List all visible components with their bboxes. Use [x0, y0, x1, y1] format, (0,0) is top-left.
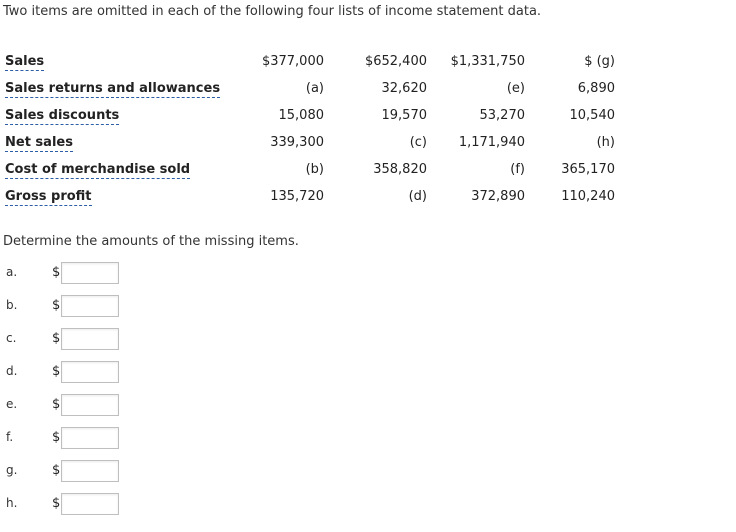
table-cell: 110,240: [561, 189, 615, 204]
answer-letter: h.: [6, 496, 18, 510]
answer-letter: g.: [6, 463, 18, 477]
row-label: [0, 48, 225, 75]
glossary-term-sales[interactable]: Sales: [5, 54, 45, 69]
glossary-term-cost-of-merchandise-sold[interactable]: Cost of merchandise sold: [5, 162, 191, 177]
dollar-sign: $: [52, 430, 61, 445]
table-cell: (h): [596, 135, 615, 150]
answer-row-h: [0, 493, 200, 517]
table-row: [0, 129, 615, 156]
table-cell: 19,570: [381, 108, 427, 123]
table-cell: 15,080: [278, 108, 324, 123]
dollar-sign: $: [52, 463, 61, 478]
answer-letter: b.: [6, 298, 18, 312]
answer-input-h[interactable]: [61, 493, 119, 515]
question-prompt: Determine the amounts of the missing items.: [3, 234, 299, 249]
table-row: [0, 48, 615, 75]
dollar-sign: $: [52, 331, 61, 346]
income-statement-table: [0, 48, 615, 210]
answer-input-e[interactable]: [61, 394, 119, 416]
glossary-term-sales-returns[interactable]: Sales returns and allowances: [5, 81, 221, 96]
answer-letter: f.: [6, 430, 14, 444]
table-cell: (f): [510, 162, 525, 177]
table-cell: 10,540: [569, 108, 615, 123]
answer-letter: e.: [6, 397, 18, 411]
table-cell: 32,620: [381, 81, 427, 96]
answer-row-g: [0, 460, 200, 484]
dollar-sign: $: [52, 265, 61, 280]
row-label: [0, 129, 225, 156]
dollar-sign: $: [52, 298, 61, 313]
answer-letter: a.: [6, 265, 18, 279]
table-cell: 1,171,940: [458, 135, 525, 150]
answer-input-a[interactable]: [61, 262, 119, 284]
row-label: [0, 156, 225, 183]
answer-row-d: [0, 361, 200, 385]
answer-row-a: [0, 262, 200, 286]
table-cell: (b): [305, 162, 324, 177]
answer-letter: c.: [6, 331, 17, 345]
dollar-sign: $: [52, 397, 61, 412]
row-label: [0, 183, 225, 210]
glossary-term-net-sales[interactable]: Net sales: [5, 135, 73, 150]
table-cell: 372,890: [471, 189, 525, 204]
answer-letter: d.: [6, 364, 18, 378]
glossary-term-gross-profit[interactable]: Gross profit: [5, 189, 92, 204]
answer-row-b: [0, 295, 200, 319]
row-label: [0, 75, 225, 102]
table-row: [0, 156, 615, 183]
answer-row-c: [0, 328, 200, 352]
table-cell: 53,270: [479, 108, 525, 123]
table-cell: (d): [408, 189, 427, 204]
table-row: [0, 75, 615, 102]
table-cell: $1,331,750: [450, 54, 525, 69]
answer-input-g[interactable]: [61, 460, 119, 482]
table-cell: (c): [409, 135, 427, 150]
row-label: [0, 102, 225, 129]
table-row: [0, 183, 615, 210]
answer-row-f: [0, 427, 200, 451]
table-cell: 339,300: [270, 135, 324, 150]
table-cell: 135,720: [270, 189, 324, 204]
table-cell: $ (g): [584, 54, 615, 69]
glossary-term-sales-discounts[interactable]: Sales discounts: [5, 108, 120, 123]
table-cell: $652,400: [364, 54, 427, 69]
answer-row-e: [0, 394, 200, 418]
answer-input-d[interactable]: [61, 361, 119, 383]
answer-input-f[interactable]: [61, 427, 119, 449]
table-cell: (a): [305, 81, 324, 96]
table-cell: 6,890: [577, 81, 615, 96]
table-cell: 365,170: [561, 162, 615, 177]
table-cell: 358,820: [373, 162, 427, 177]
table-cell: (e): [506, 81, 525, 96]
table-row: [0, 102, 615, 129]
instructions-text: Two items are omitted in each of the following four lists of income statement data.: [3, 4, 542, 19]
answer-input-b[interactable]: [61, 295, 119, 317]
answer-input-c[interactable]: [61, 328, 119, 350]
dollar-sign: $: [52, 364, 61, 379]
table-cell: $377,000: [261, 54, 324, 69]
dollar-sign: $: [52, 496, 61, 511]
